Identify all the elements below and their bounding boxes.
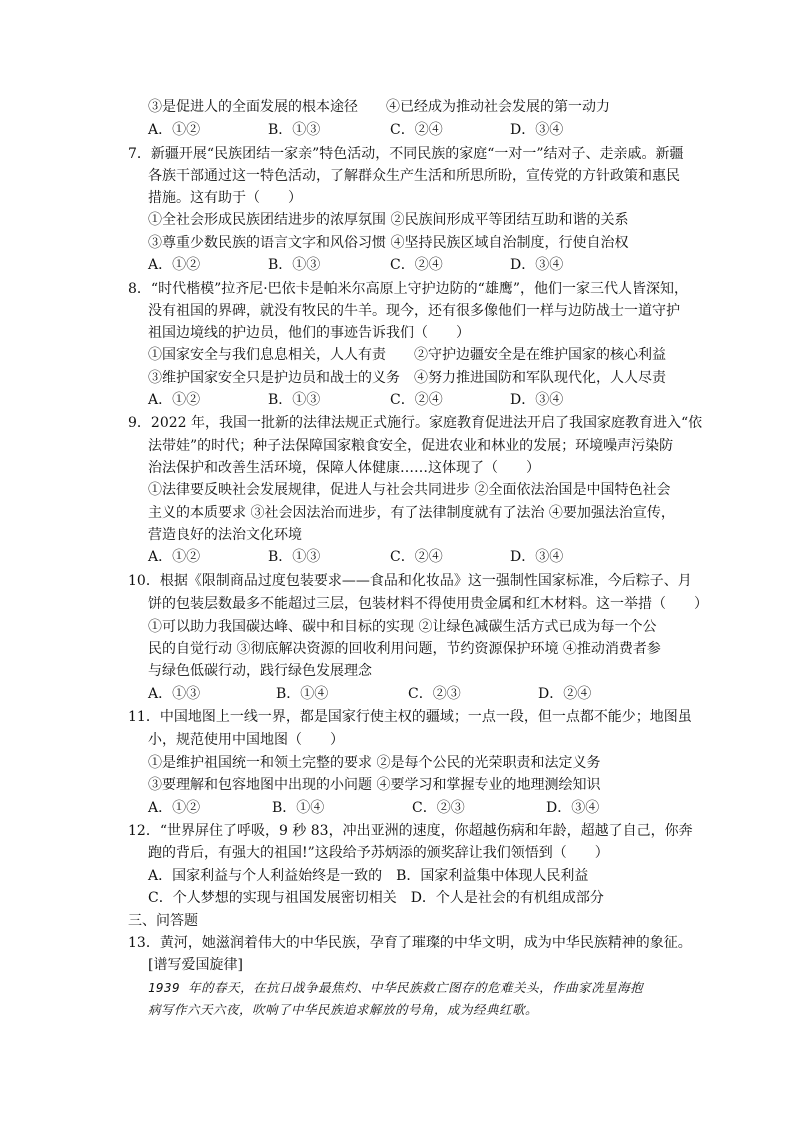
q9-item-line: ①法律要反映社会发展规律，促进人与社会共同进步 ②全面依法治国是中国特色社会: [148, 482, 671, 498]
q8-stem-line: 祖国边境线的护边员，他们的事迹告诉我们（ ）: [148, 325, 470, 341]
q11-stem-line: 小，规范使用中国地图（ ）: [148, 732, 344, 748]
q7-item-line: ③尊重少数民族的语言文字和风俗习惯 ④坚持民族区域自治制度，行使自治权: [148, 235, 629, 251]
q12-option-line[interactable]: C．个人梦想的实现与祖国发展密切相关 D．个人是社会的有机组成部分: [148, 890, 604, 906]
q12-option-line[interactable]: A．国家利益与个人利益始终是一致的 B．国家利益集中体现人民利益: [148, 868, 589, 884]
q10-option-b[interactable]: B．①④: [276, 686, 329, 702]
q7-option-d[interactable]: D．③④: [510, 257, 564, 273]
q13-stem: 13．黄河，她滋润着伟大的中华民族，孕育了璀璨的中华文明，成为中华民族精神的象征。: [128, 935, 692, 951]
q9-stem-line: 治法保护和改善生活环境，保障人体健康……这体现了（ ）: [148, 460, 540, 476]
q9-item-line: 主义的本质要求 ③社会因法治而进步，有了法律制度就有了法治 ④要加强法治宣传，: [148, 505, 675, 521]
q7-option-a[interactable]: A．①②: [148, 257, 201, 273]
q7-option-c[interactable]: C．②④: [390, 257, 443, 273]
q10-item-line: ①可以助力我国碳达峰、碳中和目标的实现 ②让绿色减碳生活方式已成为每一个公: [148, 619, 657, 635]
section-heading: 三、问答题: [128, 913, 198, 929]
q13-passage-line: 1939 年的春天，在抗日战争最焦灼、中华民族救亡图存的危难关头，作曲家冼星海抱: [148, 980, 644, 995]
q11-option-c[interactable]: C．②③: [412, 800, 465, 816]
q11-option-d[interactable]: D．③④: [546, 800, 600, 816]
q9-option-d[interactable]: D．③④: [510, 549, 564, 565]
q10-option-a[interactable]: A．①③: [148, 686, 201, 702]
q11-stem-line: 11．中国地图上一线一界，都是国家行使主权的疆域；一点一段，但一点都不能少；地图虽: [128, 709, 692, 725]
q6-option-d[interactable]: D．③④: [510, 122, 564, 138]
q7-item-line: ①全社会形成民族团结进步的浓厚氛围 ②民族间形成平等团结互助和谐的关系: [148, 212, 629, 228]
q10-option-c[interactable]: C．②③: [408, 686, 461, 702]
q9-option-b[interactable]: B．①③: [268, 549, 321, 565]
q7-stem-line: 各族干部通过这一特色活动，了解群众生产生活和所思所盼，宣传党的方针政策和惠民: [148, 168, 680, 184]
q7-option-b[interactable]: B．①③: [268, 257, 321, 273]
q8-stem-line: 没有祖国的界碑，就没有牧民的牛羊。现今，还有很多像他们一样与边防战士一道守护: [148, 303, 680, 319]
q6-option-c[interactable]: C．②④: [390, 122, 443, 138]
q6-option-a[interactable]: A．①②: [148, 122, 201, 138]
q11-option-a[interactable]: A．①②: [148, 800, 201, 816]
q9-stem-line: 9．2022 年，我国一批新的法律法规正式施行。家庭教育促进法开启了我国家庭教育进入“依: [128, 415, 703, 431]
q13-sub-heading: [谱写爱国旋律]: [148, 957, 243, 973]
q8-option-d[interactable]: D．③④: [510, 392, 564, 408]
q8-stem-line: 8．“时代楷模”拉齐尼·巴依卡是帕米尔高原上守护边防的“雄鹰”，他们一家三代人皆深知，: [128, 281, 688, 297]
q13-passage-line: 病写作六天六夜，吹响了中华民族追求解放的号角，成为经典红歌。: [148, 1002, 539, 1017]
q9-item-line: 营造良好的法治文化环境: [148, 527, 302, 543]
q12-stem-line: 12．“世界屏住了呼吸，9 秒 83，冲出亚洲的速度，你超越伤病和年龄，超越了自己，你奔: [128, 823, 693, 839]
q6-option-b[interactable]: B．①③: [268, 122, 321, 138]
q8-option-b[interactable]: B．①③: [268, 392, 321, 408]
q10-item-line: 民的自觉行动 ③彻底解决资源的回收利用问题，节约资源保护环境 ④推动消费者参: [148, 641, 661, 657]
q8-option-c[interactable]: C．②④: [390, 392, 443, 408]
q10-stem-line: 饼的包装层数最多不能超过三层，包装材料不得使用贵金属和红木材料。这一举措（ ）: [148, 596, 708, 612]
q8-item-line: ①国家安全与我们息息相关，人人有责 ②守护边疆安全是在维护国家的核心利益: [148, 347, 666, 363]
q7-stem-line: 7．新疆开展“民族团结一家亲”特色活动，不同民族的家庭“一对一”结对子、走亲戚。新疆: [128, 146, 684, 162]
q11-option-b[interactable]: B．①④: [272, 800, 325, 816]
q11-item-line: ③要理解和包容地图中出现的小问题 ④要学习和掌握专业的地理测绘知识: [148, 777, 601, 793]
q10-stem-line: 10．根据《限制商品过度包装要求——食品和化妆品》这一强制性国家标准，今后粽子、月: [128, 573, 692, 589]
q9-option-c[interactable]: C．②④: [390, 549, 443, 565]
q8-item-line: ③维护国家安全只是护边员和战士的义务 ④努力推进国防和军队现代化，人人尽责: [148, 370, 666, 386]
q12-stem-line: 跑的背后，有强大的祖国!”这段给予苏炳添的颁奖辞让我们领悟到（ ）: [148, 845, 609, 861]
q10-option-d[interactable]: D．②④: [538, 686, 592, 702]
q9-option-a[interactable]: A．①②: [148, 549, 201, 565]
q8-option-a[interactable]: A．①②: [148, 392, 201, 408]
q7-stem-line: 措施。这有助于（ ）: [148, 190, 302, 206]
q11-item-line: ①是维护祖国统一和领土完整的要求 ②是每个公民的光荣职责和法定义务: [148, 755, 601, 771]
q9-stem-line: 法带娃”的时代；种子法保障国家粮食安全，促进农业和林业的发展；环境噪声污染防: [148, 438, 674, 454]
q6-item-line: ③是促进人的全面发展的根本途径 ④已经成为推动社会发展的第一动力: [148, 99, 610, 115]
q10-item-line: 与绿色低碳行动，践行绿色发展理念: [148, 663, 372, 679]
